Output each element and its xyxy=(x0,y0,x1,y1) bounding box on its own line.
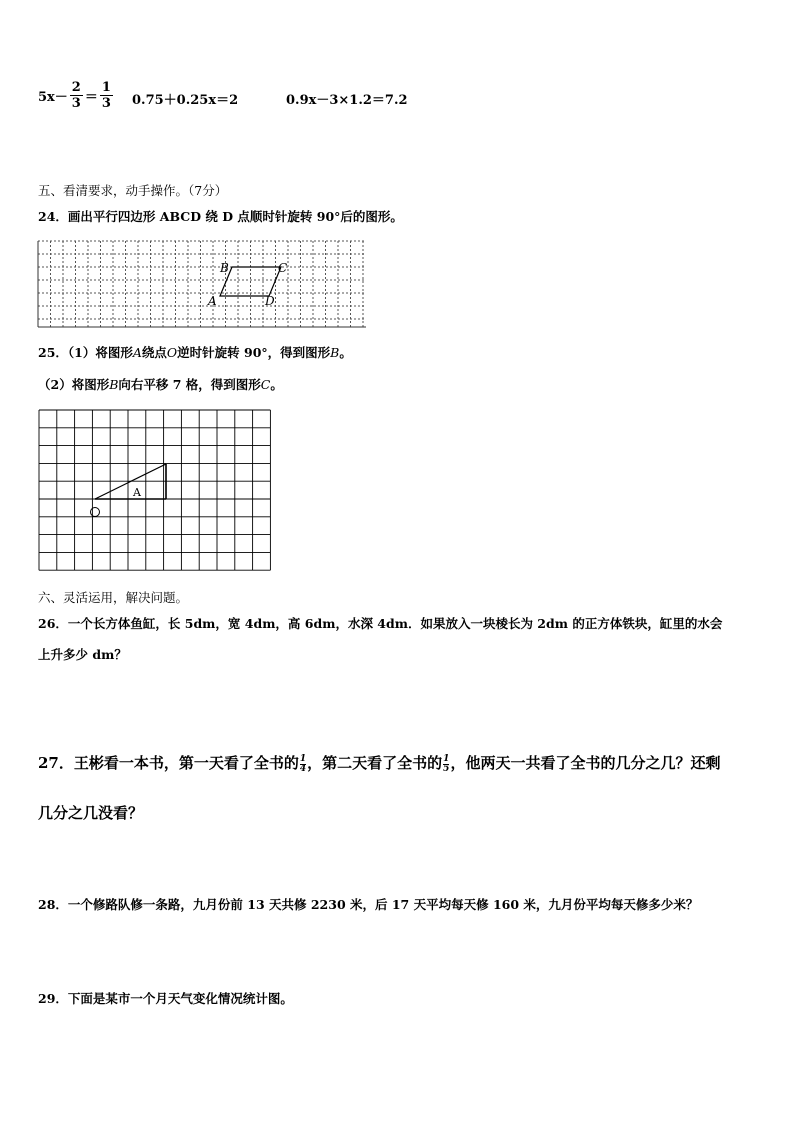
question-27-line-1: 27．王彬看一本书，第一天看了全书的 $\frac{1}{4}$ ，第二天看了全书的 $\frac{1}{5}$ ，他两天一共看了全书的几分之几？还剩 xyxy=(38,753,721,774)
question-26-line-2: 上升多少 dm？ xyxy=(38,647,127,662)
question-25-part-2: （2）将图形B向右平移 7 格，得到图形C。 xyxy=(38,377,283,392)
label-b: B xyxy=(220,261,229,275)
equation-1-left: 5x－ xyxy=(38,90,68,105)
equation-1 xyxy=(38,80,115,111)
question-25-part-1: 25．（1）将图形A绕点O逆时针旋转 90°，得到图形B。 xyxy=(38,345,352,360)
shape-a-label: A xyxy=(133,486,141,499)
question-29: 29．下面是某市一个月天气变化情况统计图。 xyxy=(38,991,293,1006)
label-d: D xyxy=(265,294,275,308)
equation-1-equals: ＝ xyxy=(84,90,98,105)
label-c: C xyxy=(278,261,288,275)
question-27-line-2: 几分之几没看？ xyxy=(38,804,144,822)
q25-square-grid xyxy=(38,409,278,575)
fraction-one-third: $\frac{1}{3}$ xyxy=(101,80,111,111)
section-5-title: 五、看清要求，动手操作。（7分） xyxy=(38,183,228,198)
q24-dotted-grid xyxy=(36,238,368,330)
question-26-line-1: 26．一个长方体鱼缸，长 5dm，宽 4dm，高 6dm，水深 4dm．如果放入一块棱长为 2dm 的正方体铁块，缸里的水会 xyxy=(38,616,723,631)
fraction-one-quarter: $\frac{1}{4}$ xyxy=(299,753,307,774)
equation-2: 0.75＋0.25x＝2 xyxy=(132,93,239,108)
fraction-two-thirds: $\frac{2}{3}$ xyxy=(71,80,81,111)
section-6-title: 六、灵活运用，解决问题。 xyxy=(38,590,189,605)
point-o xyxy=(91,508,100,517)
question-24: 24．画出平行四边形 ABCD 绕 D 点顺时针旋转 90°后的图形。 xyxy=(38,209,403,224)
equation-3: 0.9x－3×1.2＝7.2 xyxy=(286,93,408,108)
label-a: A xyxy=(208,294,217,308)
fraction-one-fifth: $\frac{1}{5}$ xyxy=(443,753,450,774)
question-28: 28．一个修路队修一条路，九月份前 13 天共修 2230 米，后 17 天平均每天修 160 米，九月份平均每天修多少米？ xyxy=(38,897,699,912)
